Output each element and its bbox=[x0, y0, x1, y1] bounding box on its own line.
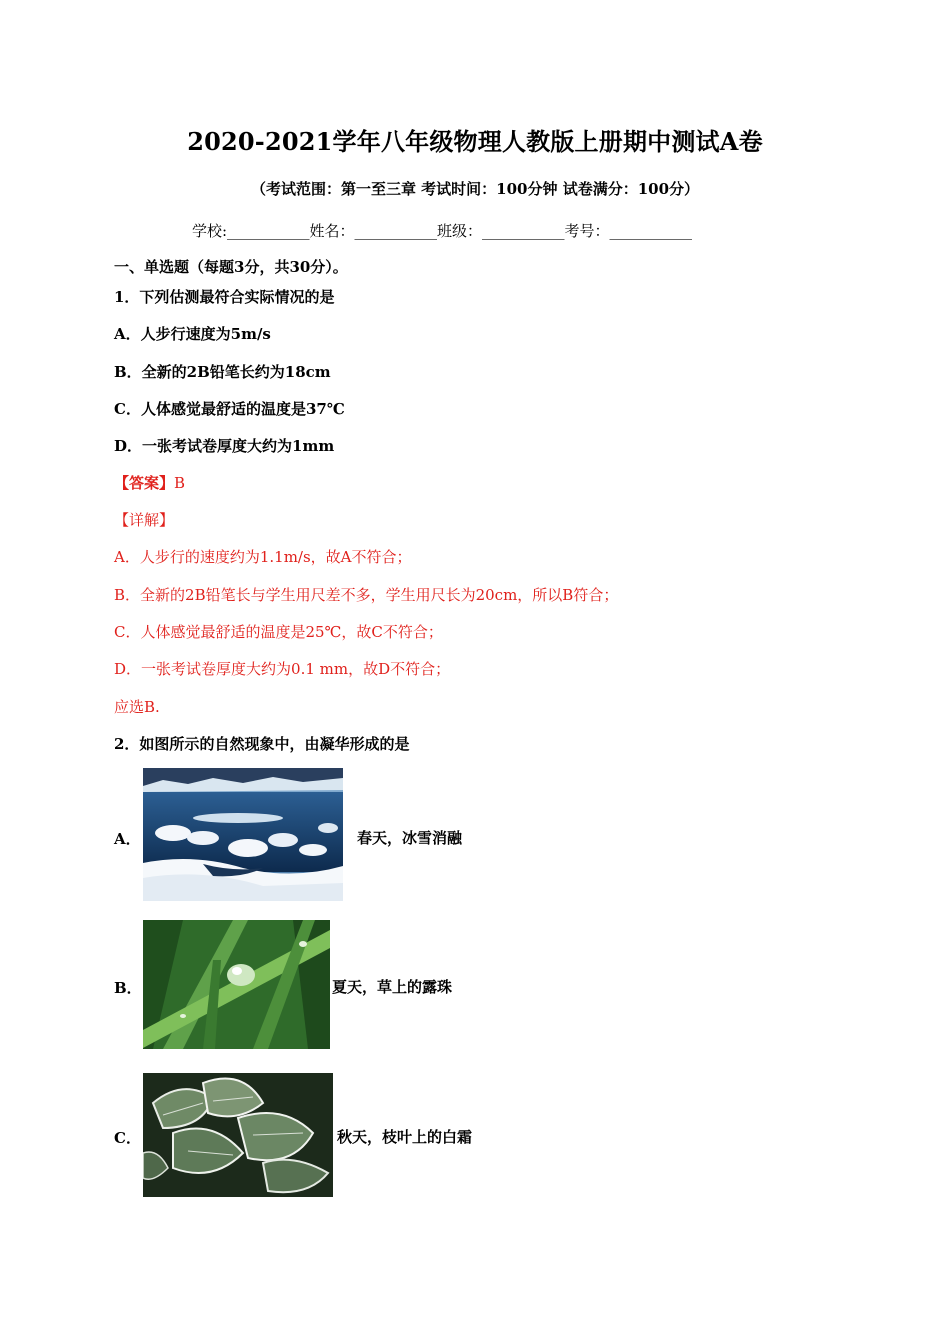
answer-tag: 【答案】 bbox=[114, 474, 175, 492]
explanation-b: B．全新的2B铅笔长与学生用尺差不多，学生用尺长为20cm，所以B符合； bbox=[114, 586, 619, 604]
question-2-stem: 2．如图所示的自然现象中，由凝华形成的是 bbox=[114, 735, 410, 753]
question-1-option-b: B．全新的2B铅笔长约为18cm bbox=[114, 363, 331, 381]
dew-on-grass-image bbox=[143, 920, 330, 1049]
q2-option-b-letter: B． bbox=[114, 979, 142, 997]
q2-option-a-text: 春天，冰雪消融 bbox=[357, 829, 463, 847]
frost-on-leaves-image bbox=[143, 1073, 333, 1197]
student-info-line: 学校:___________姓名：___________班级：___________考号：___________ bbox=[192, 222, 693, 240]
q2-option-c-text: 秋天，枝叶上的白霜 bbox=[337, 1128, 473, 1146]
explanation-d: D．一张考试卷厚度大约为0.1 mm，故D不符合； bbox=[114, 660, 451, 678]
explanation-c: C．人体感觉最舒适的温度是25℃，故C不符合； bbox=[114, 623, 443, 641]
q2-option-a-letter: A． bbox=[114, 830, 141, 848]
detail-tag: 【详解】 bbox=[114, 511, 175, 529]
question-1-stem: 1．下列估测最符合实际情况的是 bbox=[114, 288, 335, 306]
page-title: 2020-2021学年八年级物理人教版上册期中测试A卷 bbox=[187, 127, 763, 156]
question-1-option-c: C．人体感觉最舒适的温度是37℃ bbox=[114, 400, 345, 418]
answer-value: B bbox=[174, 474, 186, 492]
question-1-option-a: A．人步行速度为5m/s bbox=[114, 325, 271, 343]
section-heading: 一、单选题（每题3分，共30分）。 bbox=[114, 258, 348, 276]
conclusion: 应选B. bbox=[114, 698, 160, 716]
q2-option-b-text: 夏天，草上的露珠 bbox=[332, 978, 453, 996]
explanation-a: A．人步行的速度约为1.1m/s，故A不符合； bbox=[114, 548, 412, 566]
answer-line bbox=[114, 472, 185, 493]
q2-option-c-letter: C． bbox=[114, 1129, 141, 1147]
question-1-option-d: D．一张考试卷厚度大约为1mm bbox=[114, 437, 335, 455]
snow-melting-image bbox=[143, 768, 343, 901]
exam-subtitle: （考试范围：第一至三章 考试时间：100分钟 试卷满分：100分） bbox=[250, 180, 700, 198]
